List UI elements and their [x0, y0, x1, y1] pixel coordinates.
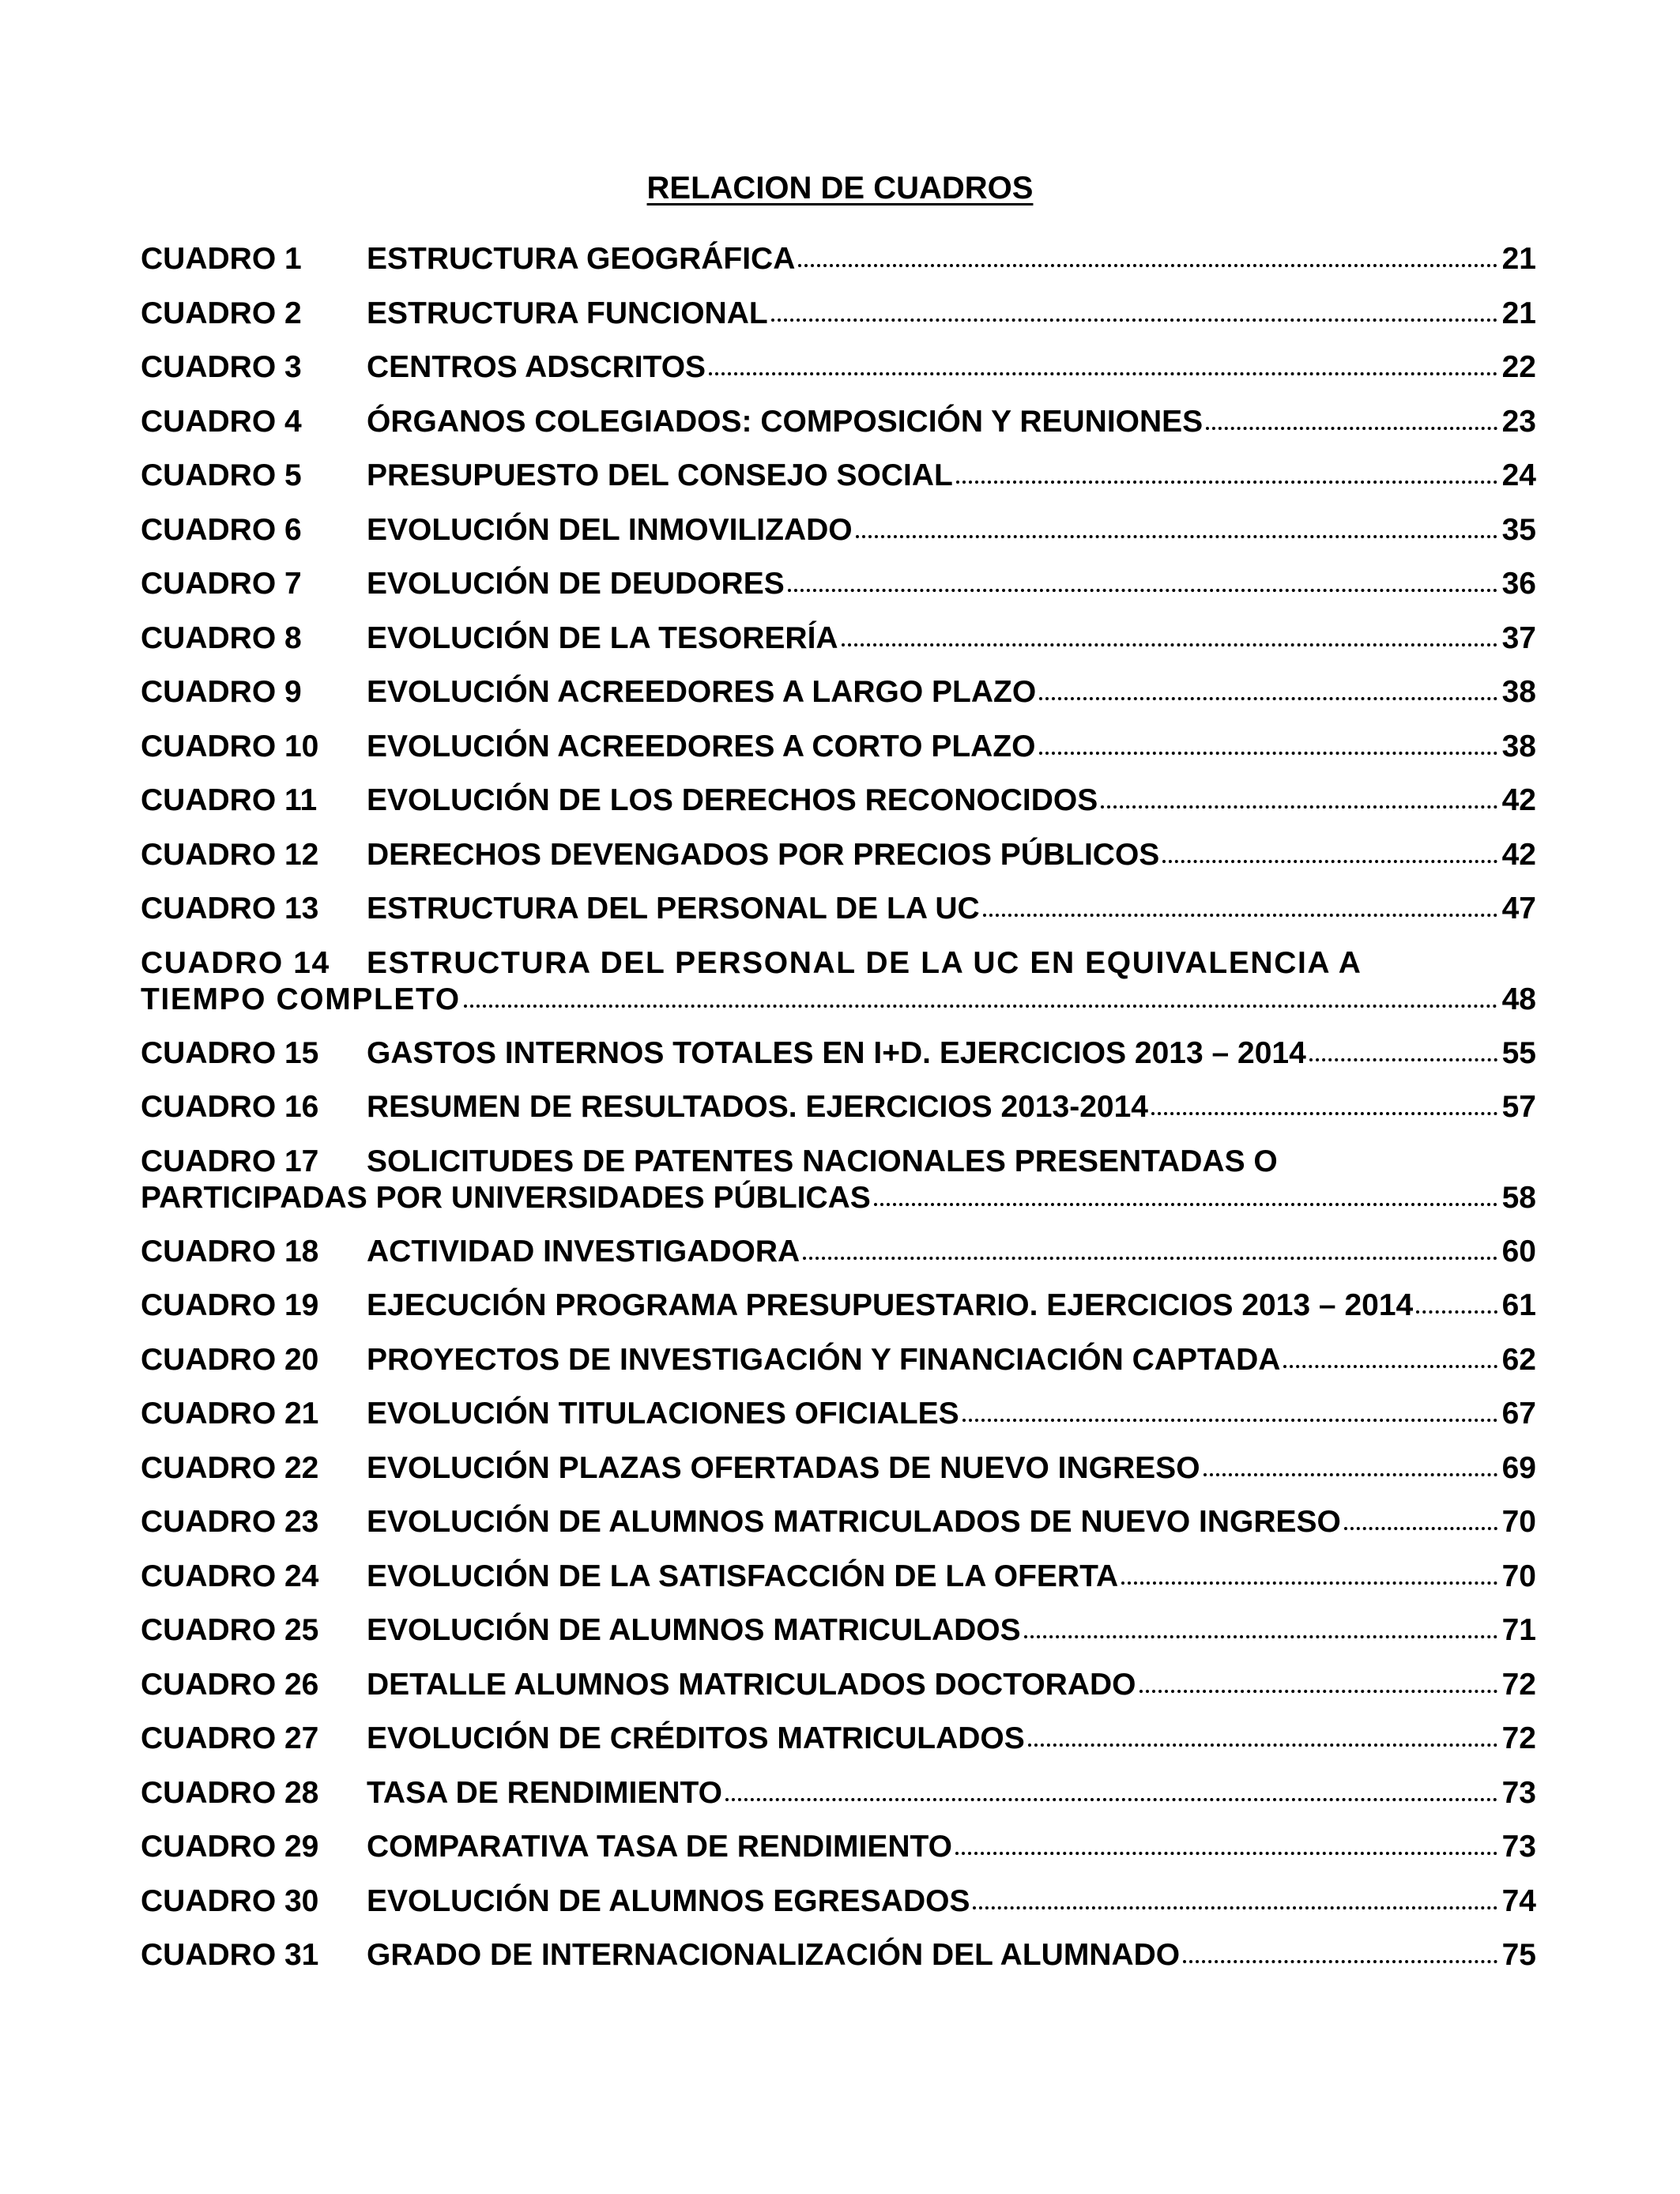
entry-page: 72	[1501, 1667, 1536, 1702]
toc-entry-20[interactable]	[141, 1341, 1536, 1396]
dot-leader	[956, 481, 1497, 484]
dot-leader	[798, 264, 1497, 267]
entry-number: CUADRO 7	[141, 567, 302, 601]
toc-entry-22[interactable]	[141, 1449, 1536, 1504]
toc-entry-19[interactable]	[141, 1287, 1536, 1341]
entry-number: CUADRO 26	[141, 1667, 319, 1702]
toc-entry-8[interactable]	[141, 620, 1536, 674]
entry-number: CUADRO 20	[141, 1342, 319, 1377]
toc-entry-23[interactable]	[141, 1503, 1536, 1558]
entry-title: DETALLE ALUMNOS MATRICULADOS DOCTORADO	[367, 1667, 1136, 1702]
entry-title-continuation: TIEMPO COMPLETO	[141, 982, 461, 1016]
entry-page: 42	[1501, 837, 1536, 872]
entry-number: CUADRO 14	[141, 945, 330, 980]
entry-title: EVOLUCIÓN DE LOS DERECHOS RECONOCIDOS	[367, 783, 1098, 817]
entry-number: CUADRO 23	[141, 1505, 319, 1539]
toc-entry-16[interactable]	[141, 1088, 1536, 1143]
entry-number: CUADRO 15	[141, 1035, 319, 1070]
entry-page: 57	[1501, 1090, 1536, 1124]
entry-title: GASTOS INTERNOS TOTALES EN I+D. EJERCICIOS 2013 – 2014	[367, 1035, 1306, 1070]
entry-number: CUADRO 3	[141, 350, 302, 384]
dot-leader	[464, 1005, 1497, 1008]
entry-title: EVOLUCIÓN DE ALUMNOS MATRICULADOS DE NUEVO INGRESO	[367, 1505, 1341, 1539]
entry-number: CUADRO 13	[141, 892, 319, 925]
dot-leader	[1162, 860, 1497, 863]
entry-page: 38	[1501, 729, 1536, 763]
entry-title: COMPARATIVA TASA DE RENDIMIENTO	[367, 1830, 952, 1864]
toc-entry-30[interactable]	[141, 1883, 1536, 1937]
page-title: RELACION DE CUADROS	[646, 171, 1034, 205]
toc-entry-10[interactable]	[141, 728, 1536, 782]
dot-leader	[1024, 1635, 1497, 1638]
entry-page: 73	[1501, 1775, 1536, 1810]
toc-entry-13[interactable]	[141, 890, 1536, 944]
entry-title: EVOLUCIÓN DE CRÉDITOS MATRICULADOS	[367, 1721, 1025, 1755]
entry-page: 23	[1501, 404, 1536, 439]
dot-leader	[1183, 1960, 1497, 1963]
entry-page: 73	[1501, 1830, 1536, 1864]
toc-entry-17[interactable]	[141, 1143, 1536, 1233]
entry-page: 42	[1501, 783, 1536, 817]
entry-number: CUADRO 11	[141, 783, 318, 817]
entry-page: 71	[1501, 1613, 1536, 1647]
entry-title: ESTRUCTURA FUNCIONAL	[367, 296, 768, 330]
toc-entry-9[interactable]	[141, 673, 1536, 728]
entry-title: EVOLUCIÓN PLAZAS OFERTADAS DE NUEVO INGRESO	[367, 1450, 1200, 1485]
toc-entry-18[interactable]	[141, 1233, 1536, 1287]
entry-title: PRESUPUESTO DEL CONSEJO SOCIAL	[367, 458, 953, 492]
entry-number: CUADRO 6	[141, 512, 302, 547]
entry-title: ÓRGANOS COLEGIADOS: COMPOSICIÓN Y REUNIONES	[367, 404, 1203, 439]
toc-entry-1[interactable]	[141, 240, 1536, 295]
toc-entry-11[interactable]	[141, 782, 1536, 836]
entry-title: ACTIVIDAD INVESTIGADORA	[367, 1234, 800, 1269]
entry-title: EJECUCIÓN PROGRAMA PRESUPUESTARIO. EJERCICIOS 2013 – 2014	[367, 1288, 1414, 1322]
toc-entry-7[interactable]	[141, 565, 1536, 620]
dot-leader	[842, 643, 1497, 647]
dot-leader	[1309, 1058, 1497, 1061]
entry-number: CUADRO 19	[141, 1288, 319, 1322]
dot-leader	[1344, 1527, 1497, 1530]
entry-page: 62	[1501, 1342, 1536, 1377]
dot-leader	[1039, 697, 1497, 700]
toc-entry-3[interactable]	[141, 349, 1536, 403]
entry-title: SOLICITUDES DE PATENTES NACIONALES PRESENTADAS O	[367, 1144, 1278, 1178]
entry-number: CUADRO 31	[141, 1938, 319, 1972]
entry-page: 69	[1501, 1450, 1536, 1485]
entry-title: EVOLUCIÓN DE LA TESORERÍA	[367, 620, 838, 655]
entry-number: CUADRO 10	[141, 729, 319, 763]
entry-page: 47	[1501, 892, 1536, 925]
dot-leader	[1283, 1365, 1497, 1368]
entry-number: CUADRO 27	[141, 1721, 319, 1755]
toc-entry-5[interactable]	[141, 457, 1536, 511]
entry-page: 35	[1501, 512, 1536, 547]
entry-page: 21	[1501, 296, 1536, 330]
dot-leader	[709, 372, 1497, 375]
entry-title: EVOLUCIÓN DE LA SATISFACCIÓN DE LA OFERTA	[367, 1559, 1119, 1593]
dot-leader	[856, 535, 1497, 538]
entry-number: CUADRO 21	[141, 1397, 319, 1431]
toc-entry-2[interactable]	[141, 295, 1536, 349]
toc-entry-24[interactable]	[141, 1558, 1536, 1612]
table-of-contents	[141, 240, 1536, 1991]
entry-title: EVOLUCIÓN DEL INMOVILIZADO	[367, 512, 853, 547]
entry-number: CUADRO 4	[141, 404, 302, 439]
dot-leader	[1121, 1581, 1497, 1585]
toc-entry-21[interactable]	[141, 1395, 1536, 1449]
entry-page: 61	[1501, 1288, 1536, 1322]
entry-page: 55	[1501, 1035, 1536, 1070]
entry-number: CUADRO 18	[141, 1234, 319, 1269]
entry-number: CUADRO 12	[141, 837, 319, 872]
entry-title: EVOLUCIÓN ACREEDORES A CORTO PLAZO	[367, 729, 1036, 763]
toc-entry-27[interactable]	[141, 1720, 1536, 1774]
entry-number: CUADRO 22	[141, 1450, 319, 1485]
entry-number: CUADRO 5	[141, 458, 302, 492]
dot-leader	[1206, 427, 1497, 430]
dot-leader	[962, 1419, 1497, 1422]
toc-entry-28[interactable]	[141, 1774, 1536, 1829]
entry-page: 70	[1501, 1559, 1536, 1593]
entry-page: 21	[1501, 242, 1536, 276]
dot-leader	[1203, 1473, 1497, 1476]
dot-leader	[725, 1798, 1497, 1801]
entry-number: CUADRO 29	[141, 1830, 319, 1864]
dot-leader	[771, 319, 1497, 322]
toc-entry-26[interactable]	[141, 1666, 1536, 1721]
dot-leader	[1416, 1310, 1497, 1314]
entry-title: ESTRUCTURA GEOGRÁFICA	[367, 242, 796, 276]
toc-entry-15[interactable]	[141, 1035, 1536, 1089]
entry-page: 24	[1501, 458, 1536, 492]
toc-entry-4[interactable]	[141, 403, 1536, 458]
entry-number: CUADRO 30	[141, 1883, 319, 1918]
entry-number: CUADRO 2	[141, 296, 302, 330]
entry-title: ESTRUCTURA DEL PERSONAL DE LA UC	[367, 892, 980, 925]
entry-number: CUADRO 16	[141, 1090, 319, 1124]
dot-leader	[874, 1203, 1497, 1206]
entry-page: 72	[1501, 1721, 1536, 1755]
entry-page: 60	[1501, 1234, 1536, 1269]
entry-page: 22	[1501, 350, 1536, 384]
entry-page: 74	[1501, 1883, 1536, 1918]
entry-page: 37	[1501, 620, 1536, 655]
dot-leader	[1151, 1112, 1497, 1115]
entry-title: PROYECTOS DE INVESTIGACIÓN Y FINANCIACIÓN CAPTADA	[367, 1342, 1281, 1377]
entry-number: CUADRO 25	[141, 1613, 319, 1647]
toc-entry-31[interactable]	[141, 1936, 1536, 1991]
entry-number: CUADRO 8	[141, 620, 302, 655]
entry-number: CUADRO 17	[141, 1144, 319, 1178]
dot-leader	[1101, 805, 1497, 809]
entry-page: 58	[1501, 1180, 1536, 1215]
entry-number: CUADRO 24	[141, 1559, 319, 1593]
entry-number: CUADRO 1	[141, 242, 302, 276]
entry-title: EVOLUCIÓN ACREEDORES A LARGO PLAZO	[367, 675, 1037, 709]
entry-title: RESUMEN DE RESULTADOS. EJERCICIOS 2013-2014	[367, 1090, 1148, 1124]
dot-leader	[803, 1257, 1497, 1260]
dot-leader	[1039, 752, 1497, 755]
dot-leader	[983, 914, 1497, 917]
entry-page: 75	[1501, 1938, 1536, 1972]
entry-number: CUADRO 28	[141, 1775, 319, 1810]
entry-title-continuation: PARTICIPADAS POR UNIVERSIDADES PÚBLICAS	[141, 1180, 871, 1215]
entry-title: EVOLUCIÓN DE ALUMNOS EGRESADOS	[367, 1883, 970, 1918]
entry-title: ESTRUCTURA DEL PERSONAL DE LA UC EN EQUIVALENCIA A	[367, 945, 1362, 980]
entry-title: TASA DE RENDIMIENTO	[367, 1775, 722, 1810]
entry-page: 36	[1501, 567, 1536, 601]
entry-title: EVOLUCIÓN DE DEUDORES	[367, 567, 785, 601]
entry-page: 38	[1501, 675, 1536, 709]
entry-title: EVOLUCIÓN TITULACIONES OFICIALES	[367, 1397, 959, 1431]
entry-title: CENTROS ADSCRITOS	[367, 350, 706, 384]
entry-title: EVOLUCIÓN DE ALUMNOS MATRICULADOS	[367, 1613, 1021, 1647]
entry-title: DERECHOS DEVENGADOS POR PRECIOS PÚBLICOS	[367, 837, 1160, 872]
toc-entry-29[interactable]	[141, 1828, 1536, 1883]
entry-page: 48	[1501, 982, 1536, 1016]
toc-entry-6[interactable]	[141, 511, 1536, 566]
toc-entry-25[interactable]	[141, 1612, 1536, 1666]
dot-leader	[955, 1852, 1497, 1855]
entry-number: CUADRO 9	[141, 675, 302, 709]
dot-leader	[1028, 1744, 1497, 1747]
toc-entry-12[interactable]	[141, 836, 1536, 891]
entry-page: 67	[1501, 1397, 1536, 1431]
entry-page: 70	[1501, 1505, 1536, 1539]
dot-leader	[1139, 1690, 1497, 1693]
entry-title: GRADO DE INTERNACIONALIZACIÓN DEL ALUMNADO	[367, 1938, 1181, 1972]
dot-leader	[973, 1906, 1497, 1909]
dot-leader	[788, 589, 1497, 592]
toc-entry-14[interactable]	[141, 944, 1536, 1035]
